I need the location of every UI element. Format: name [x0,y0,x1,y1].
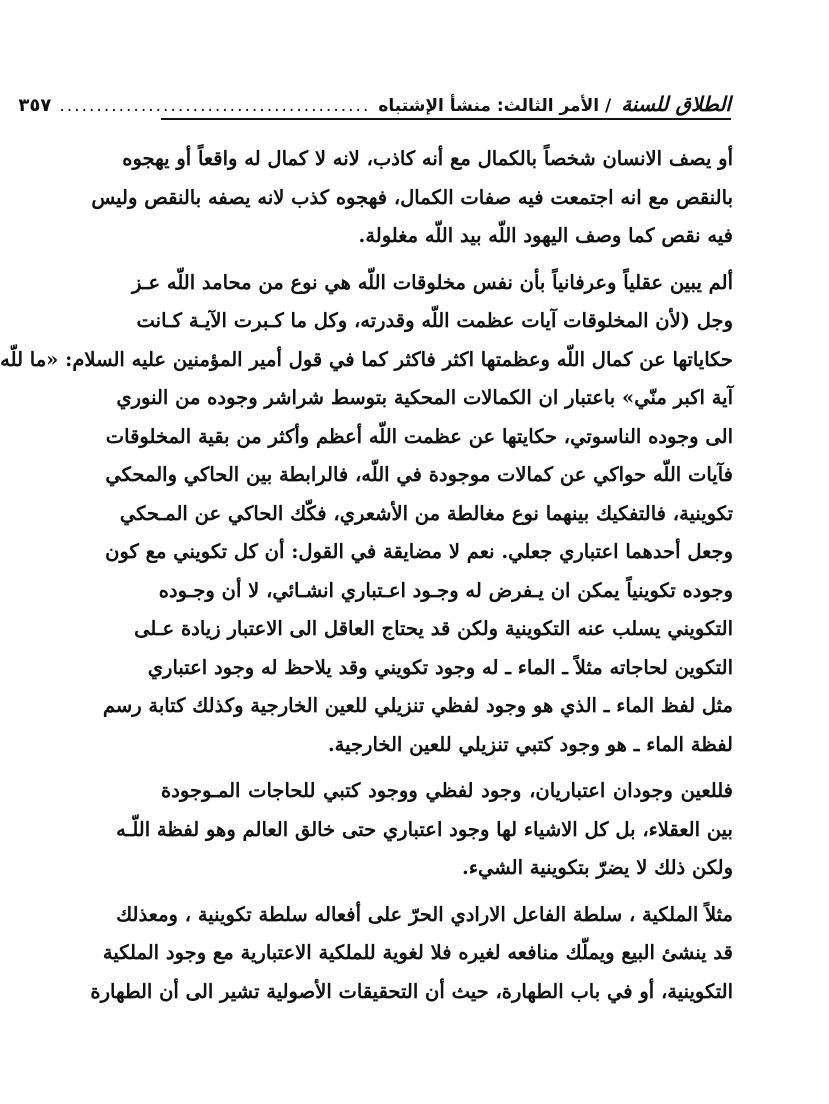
text-line: بين العقلاء، بل كل الاشياء لها وجود اعتباري حتى خالق العالم وهو لفظة اللّـه [116,817,733,841]
page-number: ٣٥٧ [18,95,52,116]
text-line: وجعل أحدهما اعتباري جعلي. نعم لا مضايقة في القول: أن كل تكويني مع كون [105,540,733,563]
header-rule [161,118,731,120]
text-line: فللعين وجودان اعتباريان، وجود لفظي ووجود كتبي للحاجات المـوجودة [161,779,733,802]
text-line: بالنقص مع انه اجتمعت فيه صفات الكمال، فهجوه كذب لانه يصفه بالنقص وليس [91,185,733,209]
text-line: ألم يبين عقلياً وعرفانياً بأن نفس مخلوقات اللّه هي نوع من محامد اللّه عـز [131,270,733,294]
text-line: آية اكبر منّي» باعتبار ان الكمالات المحكية بتوسط شراشر وجوده من النوري [116,386,733,409]
book-title-logo: الطلاق للسنة [621,92,731,116]
text-line: وجل (لأن المخلوقات آيات عظمت اللّه وقدرته، وكل ما كـبرت الآيـة كـانت [136,309,733,332]
text-line: وجوده تكوينياً يمكن ان يـفرض له وجـود اعـتباري انشـائي، لا أن وجـوده [158,578,733,602]
text-line: مثلاً الملكية ، سلطة الفاعل الارادي الحرّ على أفعاله سلطة تكوينية ، ومعذلك [116,902,733,926]
section-title: / الأمر الثالث: منشأ الإشتباه [378,96,612,116]
body-text [0,140,733,1011]
text-line: فيه نقص كما وصف اليهود اللّه بيد اللّه مغلولة. [358,224,733,247]
text-line: التكوينية، أو في باب الطهارة، حيث أن التحقيقات الأصولية تشير الى أن الطهارة [90,979,733,1003]
paragraph-gap [161,764,733,772]
text-line: مثل لفظ الماء ـ الذي هو وجود لفظي تنزيلي للعين الخارجية وكذلك كتابة رسم [102,694,733,717]
text-line: أو يصف الانسان شخصاً بالكمال مع أنه كاذب، لانه لا كمال له واقعاً أو يهجوه [122,147,733,170]
text-line: الى وجوده الناسوتي، حكايتها عن عظمت اللّه أعظم وأكثر من بقية المخلوقات [105,424,733,448]
text-line: التكويني يسلب عنه التكوينية ولكن قد يحتاج العاقل الى الاعتبار زيادة عـلى [134,617,733,640]
text-line: التكوين لحاجاته مثلاً ـ الماء ـ له وجود تكويني وقد يلاحظ له وجود اعتباري [147,655,733,679]
leader-dots: .......................................... [59,96,371,116]
paragraph-gap [161,888,733,896]
paragraph-gap [161,256,733,264]
running-header [18,80,731,116]
text-line: حكاياتها عن كمال اللّه وعظمتها اكثر فاكثر كما في قول أمير المؤمنين عليه السلام: «ما للّه [0,347,733,371]
text-line: فآيات اللّه حواكي عن كمالات موجودة في اللّه، فالرابطة بين الحاكي والمحكي [105,463,733,486]
text-line: تكوينية، فالتفكيك بينهما نوع مغالطة من الأشعري، فكّك الحاكي عن المـحكي [119,501,733,525]
text-line: قد ينشئ البيع ويملّك منافعه لغيره فلا لغوية للملكية الاعتبارية مع وجود الملكية [102,941,733,964]
text-line: لفظة الماء ـ هو وجود كتبي تنزيلي للعين الخارجية. [327,732,733,756]
text-line: ولكن ذلك لا يضرّ بتكوينية الشيء. [462,856,733,879]
